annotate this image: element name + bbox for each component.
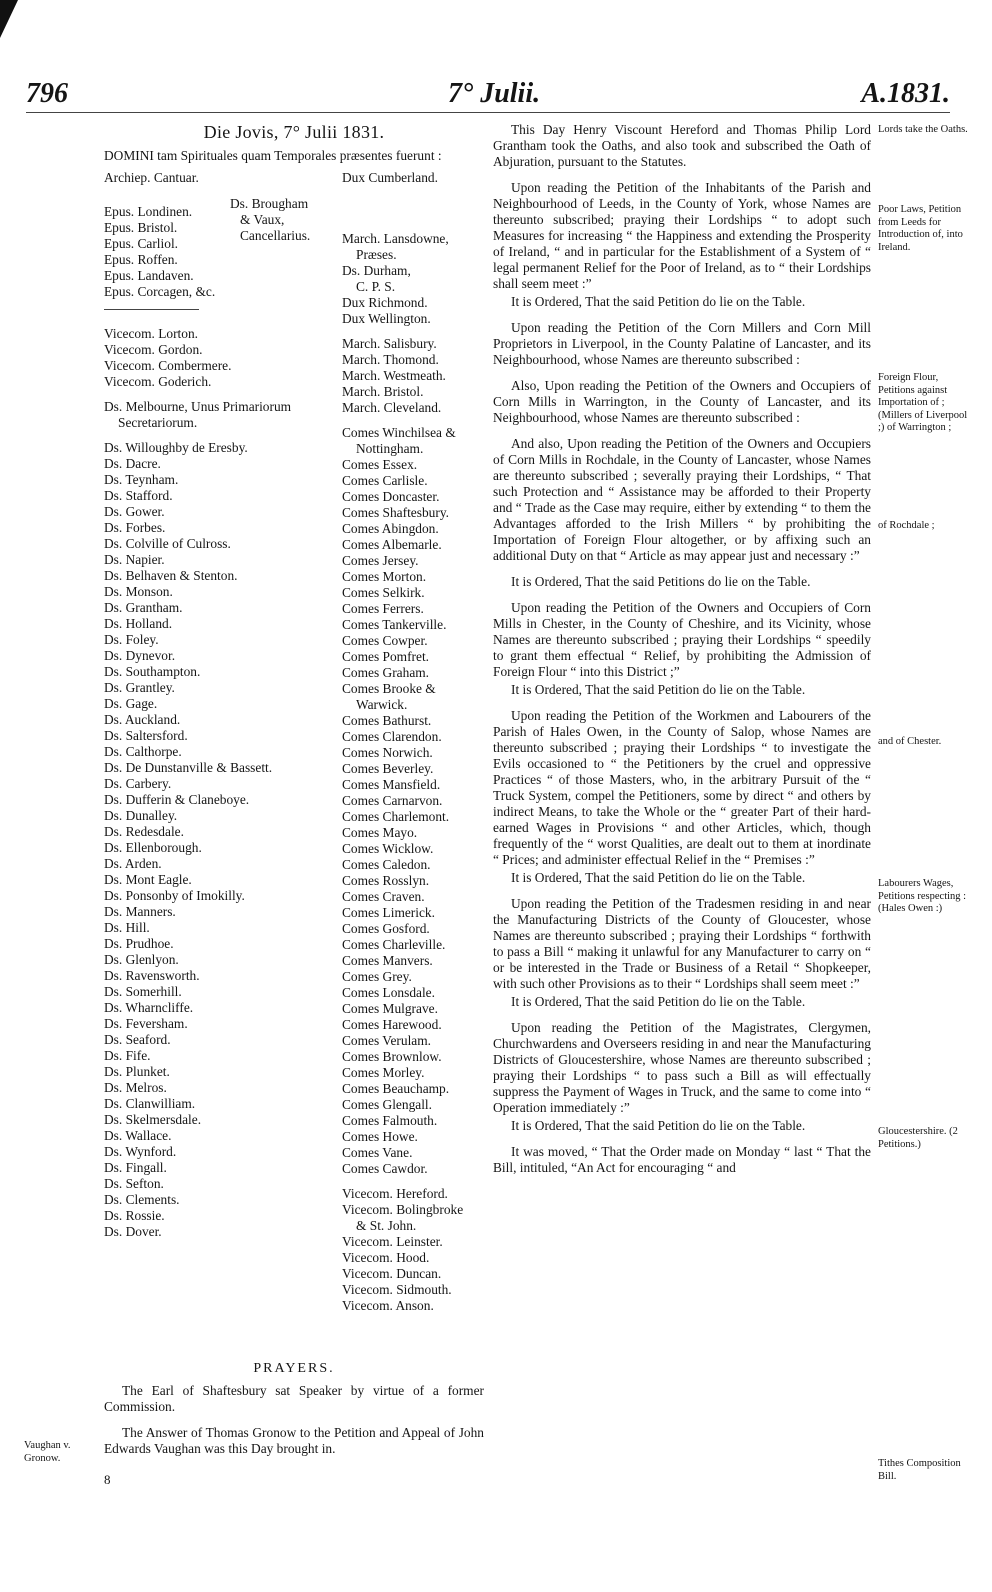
order-hales-owen: It is Ordered, That the said Petition do lie on the Table. <box>511 870 806 885</box>
lord-right-spacer <box>342 213 492 222</box>
lord-right-name: & St. John. <box>356 1218 417 1233</box>
lord-right-spacer <box>342 195 492 204</box>
lord-left-name: Ds. Seaford. <box>104 1032 171 1047</box>
lord-right-name: Comes Charleville. <box>342 937 446 952</box>
margin-note-tithes: Tithes Composition Bill. <box>878 1458 961 1482</box>
lord-left-name: Ds. Forbes. <box>104 520 166 535</box>
lord-left-name: Ds. Dacre. <box>104 456 161 471</box>
lord-right-name: C. P. S. <box>356 279 396 294</box>
lord-right-name: Vicecom. Bolingbroke <box>342 1202 464 1217</box>
lord-right-name: Vicecom. Hereford. <box>342 1186 448 1201</box>
lord-left-name: Ds. Sefton. <box>104 1176 164 1191</box>
lord-left-name: Ds. Dufferin & Claneboye. <box>104 792 250 807</box>
lord-left-name: Ds. Grantham. <box>104 600 183 615</box>
lord-right-name: March. Lansdowne, <box>342 231 449 246</box>
lord-left-name: Ds. Ellenborough. <box>104 840 202 855</box>
lord-right-name: Comes Cowper. <box>342 633 428 648</box>
lord-right-spacer <box>342 327 492 336</box>
attendance-section <box>104 122 484 1313</box>
lord-right-name: Comes Tankerville. <box>342 617 447 632</box>
lord-left-name: Ds. Fife. <box>104 1048 151 1063</box>
lord-left-name: Ds. Willoughby de Eresby. <box>104 440 248 455</box>
lord-left-name: Ds. Hill. <box>104 920 150 935</box>
lord-left-name: Ds. Clements. <box>104 1192 180 1207</box>
lord-right-name: March. Cleveland. <box>342 400 442 415</box>
lord-left-name: Ds. Arden. <box>104 856 162 871</box>
lord-left-name: Vicecom. Goderich. <box>104 374 212 389</box>
lord-right-name: Comes Jersey. <box>342 553 419 568</box>
margin-note-oaths: Lords take the Oaths. <box>878 124 968 135</box>
page-year: A.1831. <box>861 78 950 109</box>
lord-right-name: Comes Manvers. <box>342 953 433 968</box>
para-oaths: This Day Henry Viscount Hereford and Thomas Philip Lord Grantham took the Oaths, and also took and subscribed the Oath of Abjuration, pursuant to the Statutes. <box>493 122 871 169</box>
lord-right-name: Comes Clarendon. <box>342 729 442 744</box>
lord-left-name: Ds. Clanwilliam. <box>104 1096 196 1111</box>
lord-right-name: Comes Albemarle. <box>342 537 442 552</box>
lord-right-name: Comes Falmouth. <box>342 1113 438 1128</box>
lord-right-name: Comes Limerick. <box>342 905 435 920</box>
para-hales-owen: Upon reading the Petition of the Workmen and Labourers of the Parish of Hales Owen, in the County of Salop, whose Names are thereunto subscribed ; praying their Lordships “ to investigate the Evils occasioned to “ the Petitioners by the cruel and oppressive Practices “ of those Masters, who, in the arbitrary Pursuit of the “ Truck System, compel the Petitioners, some by direct “ and others by indirect Means, to take the Whole or the “ greater Part of their hard-earned Wages in Provisions “ and other Articles, which, though frequently of the “ worst Qualities, are dealt out to them at inordinate “ Prices; and administer effectual Relief in the “ Premises :” <box>493 708 871 867</box>
lord-left-name: Ds. Gage. <box>104 696 158 711</box>
para-tradesmen: Upon reading the Petition of the Tradesmen residing in and near the Manufacturing Districts of the County of Gloucester, whose Names are thereunto subscribed ; praying their Lordships “ forthwith to pass a Bill “ making it unlawful for any Manufacturer to carry on “ or be interested in the Trade or Business of a Retail “ Shopkeeper, with such other Provisions as to their “ Lordships shall seem meet :” <box>493 896 871 991</box>
lord-right-name: Vicecom. Duncan. <box>342 1266 442 1281</box>
lord-right-name: Comes Mayo. <box>342 825 418 840</box>
margin-note-poor-laws: Poor Laws, Petition from Leeds for Introduction of, into Ireland. <box>878 204 963 253</box>
lord-right-name: Comes Bathurst. <box>342 713 432 728</box>
lord-left-name: Ds. Manners. <box>104 904 176 919</box>
lord-right-name: Comes Grey. <box>342 969 412 984</box>
chancellor-name: Ds. Brougham <box>230 196 309 211</box>
lord-right-name: March. Bristol. <box>342 384 424 399</box>
lord-left-name: Epus. Bristol. <box>104 220 178 235</box>
lord-right-name: Comes Cawdor. <box>342 1161 428 1176</box>
lord-right-name: Comes Mansfield. <box>342 777 441 792</box>
para-warrington: Also, Upon reading the Petition of the Owners and Occupiers of Corn Mills in Warrington, in the County of Lancaster, and its Neighbourhood, whose Names are thereunto subscribed : <box>493 378 871 425</box>
lord-left-name: Ds. Teynham. <box>104 472 179 487</box>
order-magistrates: It is Ordered, That the said Petition do lie on the Table. <box>511 1118 806 1133</box>
proceedings-column <box>493 122 871 1186</box>
lord-left-name: Ds. Prudhoe. <box>104 936 174 951</box>
lord-left-spacer <box>104 431 336 440</box>
lord-left-name: Ds. Ponsonby of Imokilly. <box>104 888 245 903</box>
lord-right-name: Vicecom. Hood. <box>342 1250 430 1265</box>
margin-note-foreign-flour: Foreign Flour, Petitions against Importation of ; (Millers of Liverpool ;) of Warrington ; <box>878 372 968 433</box>
lord-left-name: Ds. Wallace. <box>104 1128 172 1143</box>
margin-note-vaughan: Vaughan v. Gronow. <box>24 1440 71 1464</box>
lord-left-name: Ds. Belhaven & Stenton. <box>104 568 238 583</box>
lord-left-name: Ds. Mont Eagle. <box>104 872 192 887</box>
lord-left-spacer <box>104 186 336 195</box>
lord-left-name: Ds. De Dunstanville & Bassett. <box>104 760 273 775</box>
lord-left-name: Ds. Monson. <box>104 584 173 599</box>
lord-left-name: Secretariorum. <box>118 415 198 430</box>
lord-left-name: Epus. Carliol. <box>104 236 179 251</box>
lord-left-name: Ds. Rossie. <box>104 1208 165 1223</box>
lord-left-name: Ds. Redesdale. <box>104 824 184 839</box>
lord-left-name: Ds. Somerhill. <box>104 984 182 999</box>
lord-left-spacer <box>104 390 336 399</box>
chancellor-title: & Vaux, <box>240 212 285 227</box>
lord-right-name: March. Thomond. <box>342 352 439 367</box>
speaker-note: The Earl of Shaftesbury sat Speaker by virtue of a former Commission. <box>104 1383 484 1414</box>
lord-left-name: Ds. Feversham. <box>104 1016 188 1031</box>
lord-right-name: Vicecom. Anson. <box>342 1298 434 1313</box>
lord-right-name: Dux Richmond. <box>342 295 428 310</box>
header-rule <box>26 112 950 113</box>
lord-right-name: Comes Charlemont. <box>342 809 450 824</box>
lord-left-name: Ds. Wynford. <box>104 1144 177 1159</box>
order-tradesmen: It is Ordered, That the said Petition do lie on the Table. <box>511 994 806 1009</box>
lord-right-name: Comes Wicklow. <box>342 841 434 856</box>
lord-left-name: Ds. Fingall. <box>104 1160 167 1175</box>
lord-right-name: Comes Graham. <box>342 665 430 680</box>
lord-right-name: Comes Howe. <box>342 1129 418 1144</box>
signature-mark: 8 <box>104 1472 111 1487</box>
page-corner-mark <box>0 0 18 38</box>
lord-left-name: Ds. Auckland. <box>104 712 181 727</box>
prayers-section <box>104 1361 484 1457</box>
lord-right-name: Comes Abingdon. <box>342 521 439 536</box>
answer-note: The Answer of Thomas Gronow to the Petition and Appeal of John Edwards Vaughan was this Day brought in. <box>104 1425 484 1456</box>
lord-right-name: Comes Harewood. <box>342 1017 442 1032</box>
para-liverpool: Upon reading the Petition of the Corn Millers and Corn Mill Proprietors in Liverpool, in the County Palatine of Lancaster, and its Neighbourhood, whose Names are thereunto subscribed : <box>493 320 871 367</box>
lord-right-name: Dux Cumberland. <box>342 170 438 185</box>
lord-right-name: Comes Verulam. <box>342 1033 432 1048</box>
lord-left-name: Ds. Melros. <box>104 1080 167 1095</box>
lord-right-name: Comes Morley. <box>342 1065 425 1080</box>
lord-right-spacer <box>342 1177 492 1186</box>
page-number: 796 <box>26 78 68 109</box>
lord-left-name: Ds. Colville of Culross. <box>104 536 231 551</box>
lord-right-name: Comes Doncaster. <box>342 489 440 504</box>
lord-left-name: Ds. Saltersford. <box>104 728 188 743</box>
para-chester: Upon reading the Petition of the Owners and Occupiers of Corn Mills in Chester, in the County of Cheshire, and its Vicinity, whose Names are thereunto subscribed ; praying their Lordships “ speedily to grant them effectual “ Relief, by prohibiting the Admission of Foreign Flour “ into this District ;” <box>493 600 871 679</box>
lord-right-name: Comes Shaftesbury. <box>342 505 449 520</box>
lord-left-name: Archiep. Cantuar. <box>104 170 199 185</box>
lord-right-name: Vicecom. Leinster. <box>342 1234 443 1249</box>
lord-left-name: Ds. Glenlyon. <box>104 952 179 967</box>
lord-left-name: Ds. Holland. <box>104 616 173 631</box>
lord-right-name: Warwick. <box>356 697 408 712</box>
lord-left-name: Epus. Corcagen, &c. <box>104 284 216 299</box>
lord-right-name: Nottingham. <box>356 441 424 456</box>
lord-left-name: Ds. Dunalley. <box>104 808 178 823</box>
lord-right-name: Comes Winchilsea & <box>342 425 456 440</box>
lord-left-name: Vicecom. Lorton. <box>104 326 199 341</box>
lord-right-name: Comes Essex. <box>342 457 418 472</box>
lord-right-name: Comes Selkirk. <box>342 585 425 600</box>
para-tithes: It was moved, “ That the Order made on Monday “ last “ That the Bill, intituled, “An Act for encouraging “ and <box>493 1144 871 1175</box>
lord-right-name: Præses. <box>356 247 397 262</box>
lord-left-name: Epus. Landaven. <box>104 268 194 283</box>
order-leeds: It is Ordered, That the said Petition do lie on the Table. <box>511 294 806 309</box>
lord-right-name: Comes Brooke & <box>342 681 436 696</box>
lord-right-name: Comes Carnarvon. <box>342 793 443 808</box>
prayers-heading: PRAYERS. <box>253 1361 335 1376</box>
order-rochdale: It is Ordered, That the said Petitions do lie on the Table. <box>511 574 811 589</box>
lord-right-name: Comes Pomfret. <box>342 649 430 664</box>
lord-left-name: Vicecom. Combermere. <box>104 358 232 373</box>
lord-right-name: Comes Norwich. <box>342 745 433 760</box>
lord-left-name: Ds. Carbery. <box>104 776 172 791</box>
lords-list-left <box>104 170 336 1240</box>
lord-left-name: Ds. Ravensworth. <box>104 968 200 983</box>
lord-right-spacer <box>342 222 492 231</box>
attendance-lists <box>104 170 484 1313</box>
lord-left-name: Ds. Plunket. <box>104 1064 170 1079</box>
lord-left-name: Epus. Londinen. <box>104 204 193 219</box>
lord-right-spacer <box>342 186 492 195</box>
lord-right-name: Ds. Durham, <box>342 263 411 278</box>
margin-note-gloucester: Gloucestershire. (2 Petitions.) <box>878 1126 958 1150</box>
lord-right-name: Dux Wellington. <box>342 311 431 326</box>
lord-right-spacer <box>342 416 492 425</box>
lord-right-spacer <box>342 204 492 213</box>
lord-left-name: Ds. Napier. <box>104 552 165 567</box>
lord-left-name: Ds. Dynevor. <box>104 648 176 663</box>
lord-left-name: Ds. Calthorpe. <box>104 744 182 759</box>
sitting-title: Die Jovis, 7° Julii 1831. <box>203 122 385 142</box>
lord-right-name: Comes Vane. <box>342 1145 413 1160</box>
lord-right-name: Comes Craven. <box>342 889 425 904</box>
lord-right-name: Comes Glengall. <box>342 1097 433 1112</box>
lord-left-name: Ds. Gower. <box>104 504 165 519</box>
lord-left-name: Ds. Stafford. <box>104 488 173 503</box>
margin-note-labourers: Labourers Wages, Petitions respecting : (Hales Owen :) <box>878 878 967 914</box>
lord-right-name: Comes Rosslyn. <box>342 873 430 888</box>
attendance-preamble: DOMINI tam Spirituales quam Temporales præsentes fuerunt : <box>104 148 442 163</box>
lord-right-name: Comes Gosford. <box>342 921 430 936</box>
margin-note-rochdale: of Rochdale ; <box>878 520 935 531</box>
lord-right-name: Comes Caledon. <box>342 857 431 872</box>
lord-left-name: Ds. Grantley. <box>104 680 175 695</box>
lord-right-name: March. Salisbury. <box>342 336 437 351</box>
margin-note-chester: and of Chester. <box>878 736 942 747</box>
lord-right-name: March. Westmeath. <box>342 368 446 383</box>
lord-right-name: Comes Carlisle. <box>342 473 428 488</box>
lord-left-name: Ds. Dover. <box>104 1224 162 1239</box>
lord-right-name: Comes Beverley. <box>342 761 434 776</box>
para-magistrates: Upon reading the Petition of the Magistrates, Clergymen, Churchwardens and Overseers residing in and near the Manufacturing Districts of Gloucestershire, whose Names are thereunto subscribed ; praying their Lordships “ to pass such a Bill as will effectually suppress the Payment of Wages in Truck, and the same to come into “ Operation immediately :” <box>493 1020 871 1115</box>
page-date: 7° Julii. <box>448 78 541 109</box>
para-rochdale: And also, Upon reading the Petition of the Owners and Occupiers of Corn Mills in Rochdale, in the County of Lancaster, whose Names are thereunto subscribed ; severally praying their Lordships, “ That such Protection and “ Assistance may be afforded to their Property and “ Trade as the Case may require, either by extending “ to them the Advantages afforded to the Irish Millers “ by prohibiting the Importation of Foreign Flour altogether, or by affixing such an additional Duty on that “ Article as may appear just and necessary :” <box>493 436 871 563</box>
lord-right-name: Comes Morton. <box>342 569 427 584</box>
lords-list-right <box>342 170 492 1314</box>
lord-right-name: Comes Ferrers. <box>342 601 424 616</box>
lord-left-name: Epus. Roffen. <box>104 252 178 267</box>
lord-left-name: Ds. Wharncliffe. <box>104 1000 194 1015</box>
lord-right-name: Comes Lonsdale. <box>342 985 435 1000</box>
lord-left-name: Ds. Foley. <box>104 632 159 647</box>
lord-left-name: Ds. Skelmersdale. <box>104 1112 202 1127</box>
order-chester: It is Ordered, That the said Petition do lie on the Table. <box>511 682 806 697</box>
lord-right-name: Vicecom. Sidmouth. <box>342 1282 452 1297</box>
lord-left-name: Ds. Southampton. <box>104 664 201 679</box>
lord-left-name: Ds. Melbourne, Unus Primariorum <box>104 399 292 414</box>
chancellor-entry <box>230 196 340 244</box>
lord-left-rule <box>104 309 199 310</box>
lord-right-name: Comes Beauchamp. <box>342 1081 450 1096</box>
lord-right-name: Comes Mulgrave. <box>342 1001 438 1016</box>
lord-left-name: Vicecom. Gordon. <box>104 342 203 357</box>
para-leeds: Upon reading the Petition of the Inhabitants of the Parish and Neighbourhood of Leeds, in the County of York, whose Names are thereunto subscribed; praying their Lordships “ to adopt such Measures for increasing “ the Happiness and extending the Prosperity of Ireland, “ and in particular for the Establishment of a System of “ legal permanent Relief for the Poor of Ireland, as to “ their Lordships shall seem meet :” <box>493 180 871 291</box>
lord-right-name: Comes Brownlow. <box>342 1049 442 1064</box>
chancellor-office: Cancellarius. <box>240 228 311 243</box>
